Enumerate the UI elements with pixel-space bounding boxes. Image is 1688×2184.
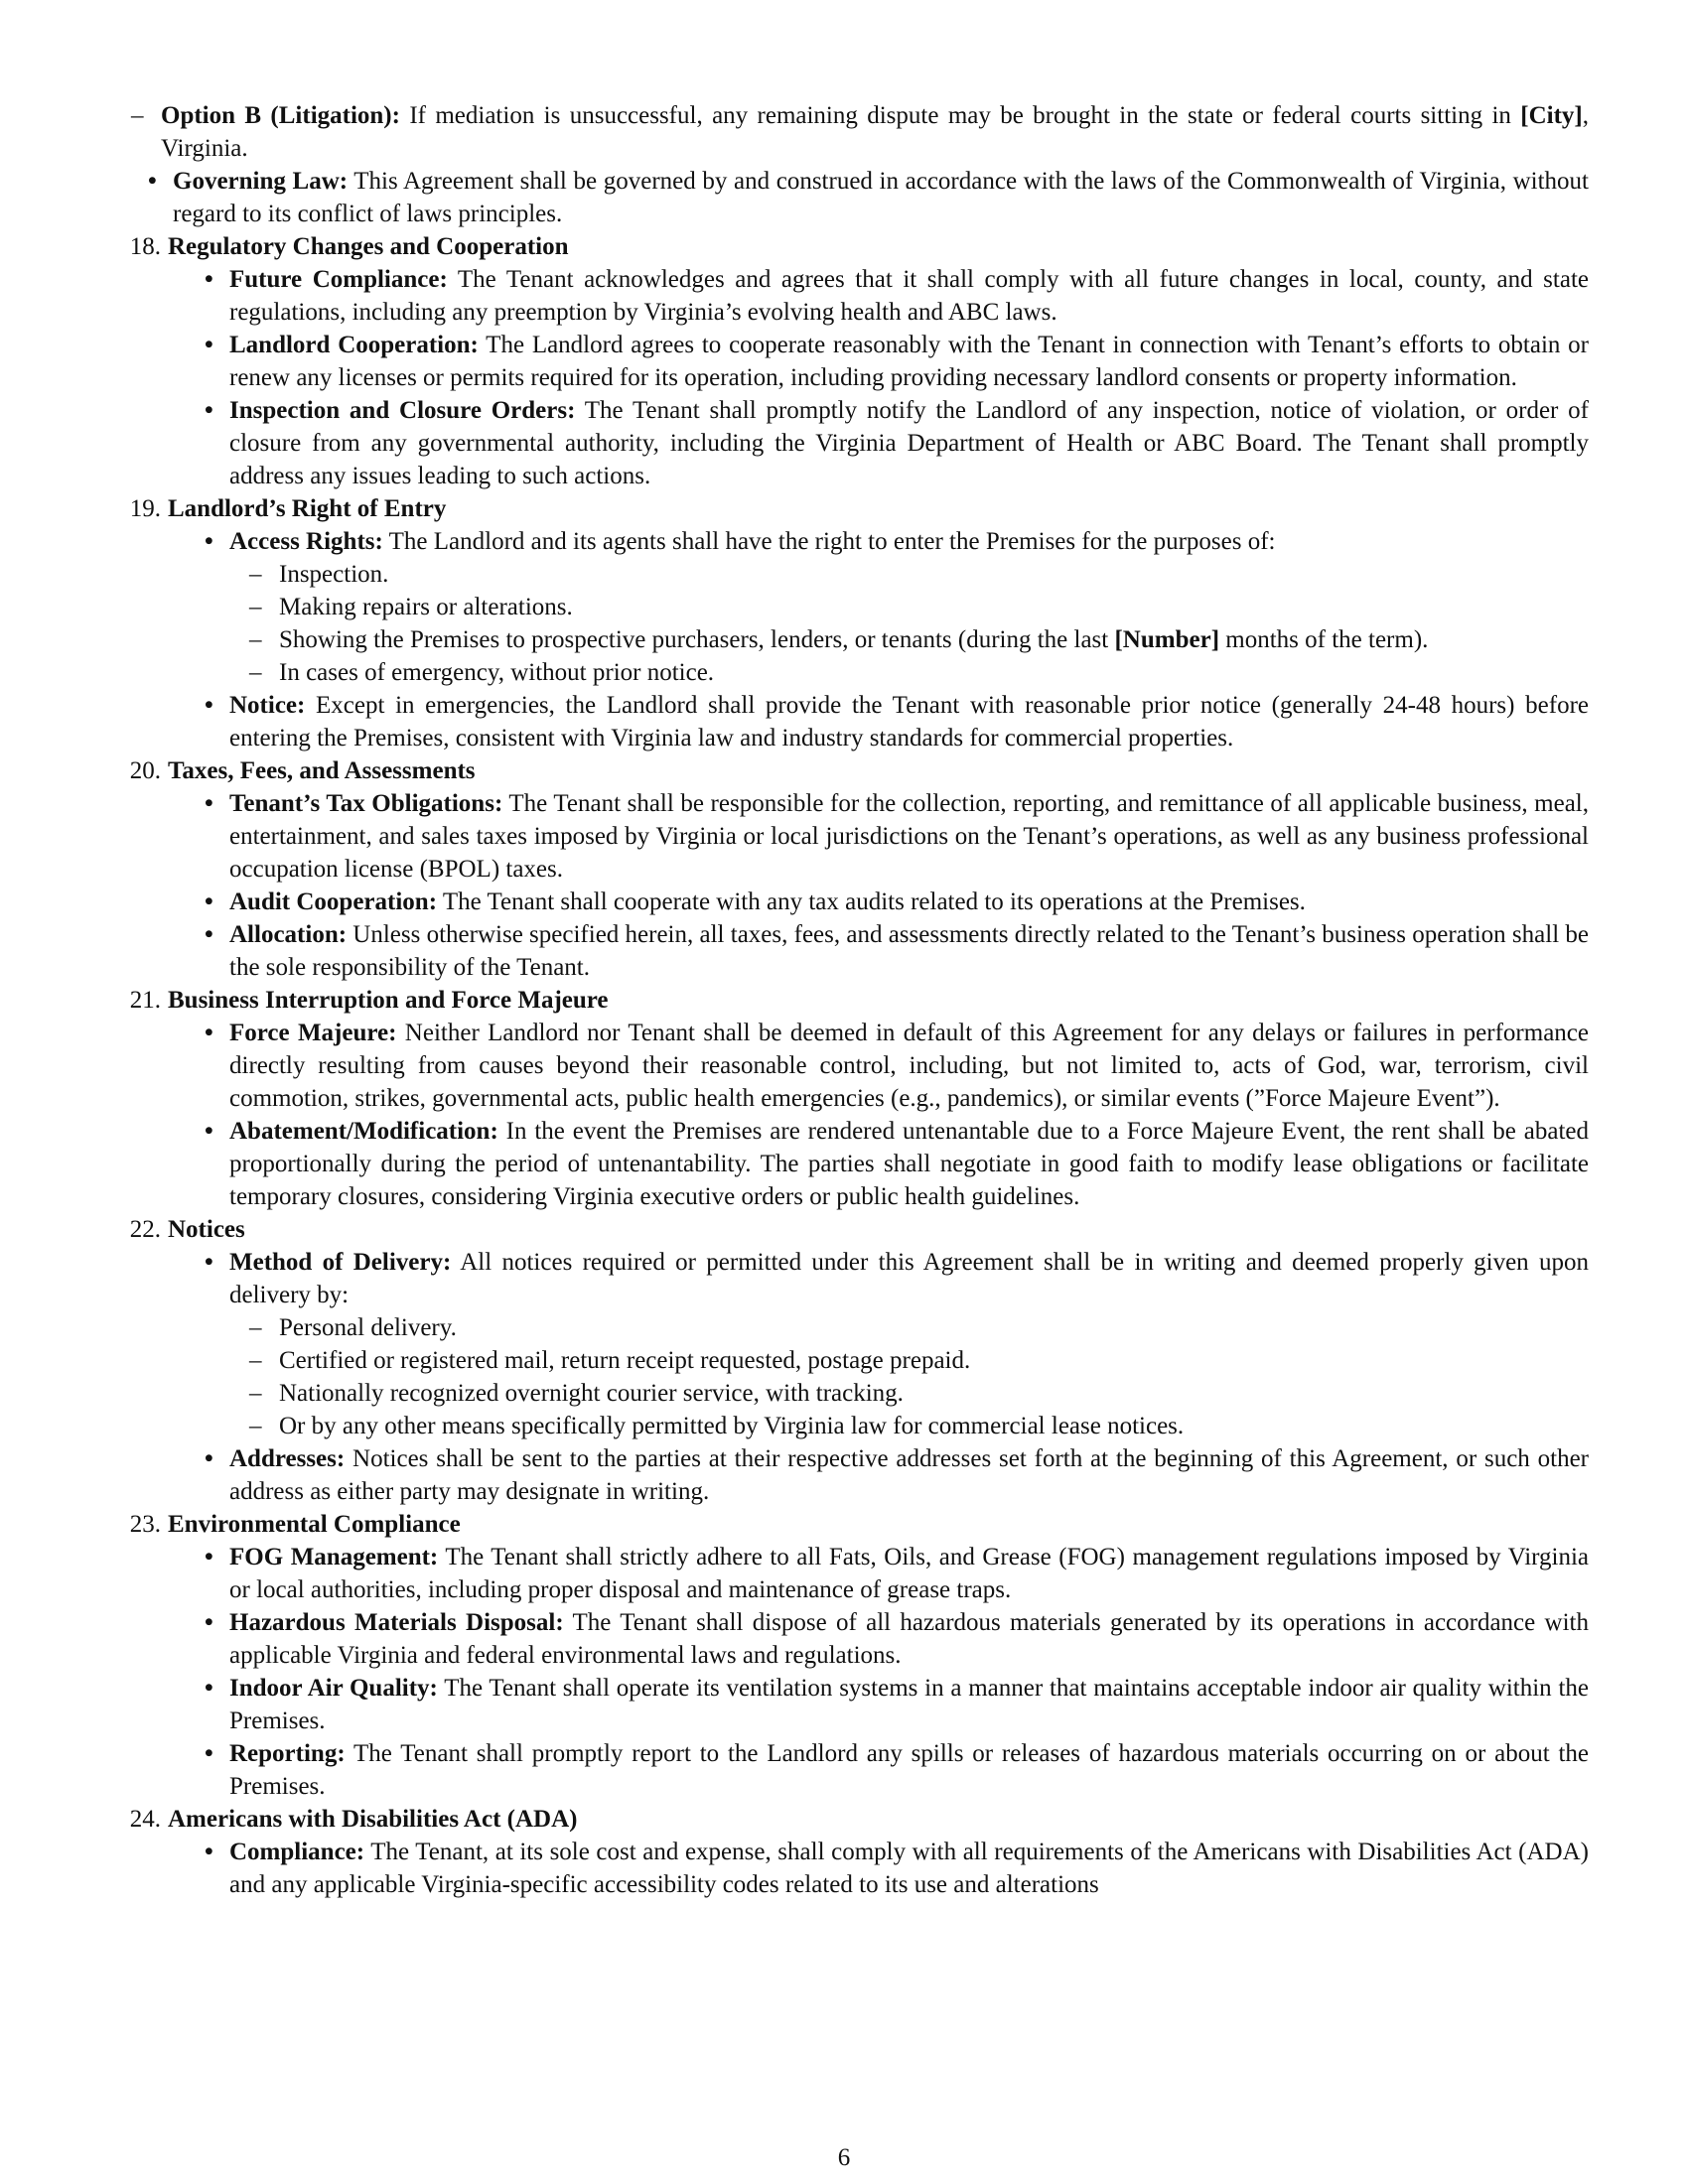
section-number: 24.: [129, 1806, 161, 1833]
item-lead: Access Rights:: [229, 528, 383, 555]
page-number: 6: [837, 2144, 851, 2171]
item-text: Except in emergencies, the Landlord shall provide the Tenant with reasonable prior notice (generally 24-48 hours) before entering the Premises, consistent with Virginia law and industry standards for commercial properties.: [229, 692, 1589, 751]
item-text: The Landlord agrees to cooperate reasonably with the Tenant in connection with Tenant’s efforts to obtain or renew any licenses or permits required for its operation, including providing necessary landlord consents or property information.: [229, 332, 1589, 391]
section-title: Taxes, Fees, and Assessments: [168, 757, 476, 784]
item-text: The Landlord and its agents shall have the right to enter the Premises for the purposes of:: [382, 528, 1276, 555]
dash-item: [229, 623, 1589, 656]
dash-item: – Making repairs or alterations.: [229, 591, 1589, 623]
bullet-item: [168, 1541, 1589, 1606]
bullet-item: [168, 329, 1589, 394]
bullet-item: [168, 1115, 1589, 1213]
bullet-list: [168, 263, 1589, 492]
bullet-item: [168, 787, 1589, 886]
bullet-item: [168, 1672, 1589, 1737]
bullet-list: [168, 1836, 1589, 1901]
item-text: , Virginia.: [161, 102, 1589, 162]
item-text: The Tenant shall promptly notify the Landlord of any inspection, notice of violation, or order of closure from any governmental authority, including the Virginia Department of Health or ABC Board. The Tenant shall promptly address any issues leading to such actions.: [229, 397, 1589, 489]
bullet-item: [168, 1442, 1589, 1508]
section-number: 22.: [129, 1216, 161, 1243]
section-title: Environmental Compliance: [168, 1511, 461, 1538]
bullet-item: [168, 1737, 1589, 1803]
item-text: In the event the Premises are rendered untenantable due to a Force Majeure Event, the rent shall be abated proportionally during the period of untenantability. The parties shall negotiate in good faith to modify lease obligations or facilitate temporary closures, considering Virginia executive orders or public health guidelines.: [229, 1118, 1589, 1210]
section-title: Business Interruption and Force Majeure: [168, 987, 609, 1014]
item-text: The Tenant acknowledges and agrees that it shall comply with all future changes in local, county, and state regulations, including any preemption by Virginia’s evolving health and ABC laws.: [229, 266, 1589, 326]
item-text: If mediation is unsuccessful, any remaining dispute may be brought in the state or federal courts sitting in: [399, 102, 1521, 129]
continued-dash-list: [111, 99, 1589, 165]
item-text: The Tenant shall be responsible for the collection, reporting, and remittance of all applicable business, meal, entertainment, and sales taxes imposed by Virginia or local jurisdictions on the Tenant’s operations, as well as any business professional occupation license (BPOL) taxes.: [229, 790, 1589, 883]
section-number: 20.: [129, 757, 161, 784]
section-21: [111, 984, 1589, 1213]
option-b-item: [111, 99, 1589, 165]
dash-item: – Nationally recognized overnight courier service, with tracking.: [229, 1377, 1589, 1410]
item-lead: Governing Law:: [173, 168, 349, 195]
dash-list: [229, 1311, 1589, 1442]
item-text: The Tenant, at its sole cost and expense, shall comply with all requirements of the Americans with Disabilities Act (ADA) and any applicable Virginia-specific accessibility codes related to its use and alterations: [229, 1839, 1589, 1898]
dash-item: – Certified or registered mail, return receipt requested, postage prepaid.: [229, 1344, 1589, 1377]
bullet-item: [168, 1246, 1589, 1442]
dash-item: – Or by any other means specifically permitted by Virginia law for commercial lease notices.: [229, 1410, 1589, 1442]
dash-item: – In cases of emergency, without prior notice.: [229, 656, 1589, 689]
item-text: The Tenant shall strictly adhere to all Fats, Oils, and Grease (FOG) management regulations imposed by Virginia or local authorities, including proper disposal and maintenance of grease traps.: [229, 1544, 1589, 1603]
bullet-list: [168, 525, 1589, 754]
bullet-item: [168, 918, 1589, 984]
item-text: The Tenant shall operate its ventilation systems in a manner that maintains acceptable indoor air quality within the Premises.: [229, 1675, 1589, 1734]
placeholder-number: [Number]: [1114, 626, 1220, 653]
section-number: 23.: [129, 1511, 161, 1538]
dash-item: – Inspection.: [229, 558, 1589, 591]
continued-bullet-list: [111, 165, 1589, 230]
item-lead: Indoor Air Quality:: [229, 1675, 438, 1702]
item-text: Showing the Premises to prospective purchasers, lenders, or tenants (during the last: [279, 626, 1115, 653]
bullet-item: [168, 394, 1589, 492]
dash-list: [229, 558, 1589, 689]
item-text: The Tenant shall cooperate with any tax audits related to its operations at the Premises.: [437, 888, 1306, 915]
bullet-item: [168, 1606, 1589, 1672]
section-24: [111, 1803, 1589, 1901]
item-lead: Reporting:: [229, 1740, 346, 1767]
section-23: [111, 1508, 1589, 1803]
section-20: [111, 754, 1589, 984]
placeholder-city: [City]: [1520, 102, 1583, 129]
section-number: 21.: [129, 987, 161, 1014]
bullet-item: [168, 1836, 1589, 1901]
item-lead: Allocation:: [229, 921, 348, 948]
bullet-item: [168, 1017, 1589, 1115]
item-text: months of the term).: [1219, 626, 1429, 653]
item-lead: Force Majeure:: [229, 1020, 397, 1046]
bullet-list: [168, 1541, 1589, 1803]
item-lead: Audit Cooperation:: [229, 888, 438, 915]
section-18: [111, 230, 1589, 492]
item-lead: Option B (Litigation):: [161, 102, 400, 129]
item-text: The Tenant shall promptly report to the Landlord any spills or releases of hazardous materials occurring on or about the Premises.: [229, 1740, 1589, 1800]
section-title: Americans with Disabilities Act (ADA): [168, 1806, 578, 1833]
bullet-list: [168, 1246, 1589, 1508]
document-body: [111, 99, 1589, 1901]
section-number: 18.: [129, 233, 161, 260]
section-number: 19.: [129, 495, 161, 522]
item-lead: Compliance:: [229, 1839, 365, 1865]
item-lead: FOG Management:: [229, 1544, 439, 1570]
item-lead: Landlord Cooperation:: [229, 332, 479, 358]
section-19: [111, 492, 1589, 754]
item-text: All notices required or permitted under this Agreement shall be in writing and deemed properly given upon delivery by:: [229, 1249, 1589, 1308]
item-lead: Notice:: [229, 692, 306, 719]
item-lead: Method of Delivery:: [229, 1249, 452, 1276]
bullet-item: [168, 689, 1589, 754]
item-lead: Abatement/Modification:: [229, 1118, 498, 1145]
item-lead: Tenant’s Tax Obligations:: [229, 790, 503, 817]
bullet-list: [168, 1017, 1589, 1213]
bullet-item: [168, 525, 1589, 689]
section-title: Landlord’s Right of Entry: [168, 495, 447, 522]
section-list: [111, 230, 1589, 1901]
section-22: [111, 1213, 1589, 1508]
item-text: This Agreement shall be governed by and construed in accordance with the laws of the Commonwealth of Virginia, without regard to its conflict of laws principles.: [173, 168, 1589, 227]
item-lead: Future Compliance:: [229, 266, 448, 293]
governing-law-item: [111, 165, 1589, 230]
bullet-item: [168, 886, 1589, 918]
item-lead: Addresses:: [229, 1445, 346, 1472]
item-lead: Hazardous Materials Disposal:: [229, 1609, 564, 1636]
item-lead: Inspection and Closure Orders:: [229, 397, 576, 424]
item-text: Unless otherwise specified herein, all taxes, fees, and assessments directly related to the Tenant’s business operation shall be the sole responsibility of the Tenant.: [229, 921, 1589, 981]
section-title: Notices: [168, 1216, 245, 1243]
section-title: Regulatory Changes and Cooperation: [168, 233, 569, 260]
item-text: Notices shall be sent to the parties at their respective addresses set forth at the beginning of this Agreement, or such other address as either party may designate in writing.: [229, 1445, 1589, 1505]
bullet-list: [168, 787, 1589, 984]
item-text: The Tenant shall dispose of all hazardous materials generated by its operations in accordance with applicable Virginia and federal environmental laws and regulations.: [229, 1609, 1589, 1669]
bullet-item: [168, 263, 1589, 329]
dash-item: – Personal delivery.: [229, 1311, 1589, 1344]
item-text: Neither Landlord nor Tenant shall be deemed in default of this Agreement for any delays or failures in performance directly resulting from causes beyond their reasonable control, including, but not limited to, acts of God, war, terrorism, civil commotion, strikes, governmental acts, public health emergencies (e.g., pandemics), or similar events (”Force Majeure Event”).: [229, 1020, 1589, 1112]
